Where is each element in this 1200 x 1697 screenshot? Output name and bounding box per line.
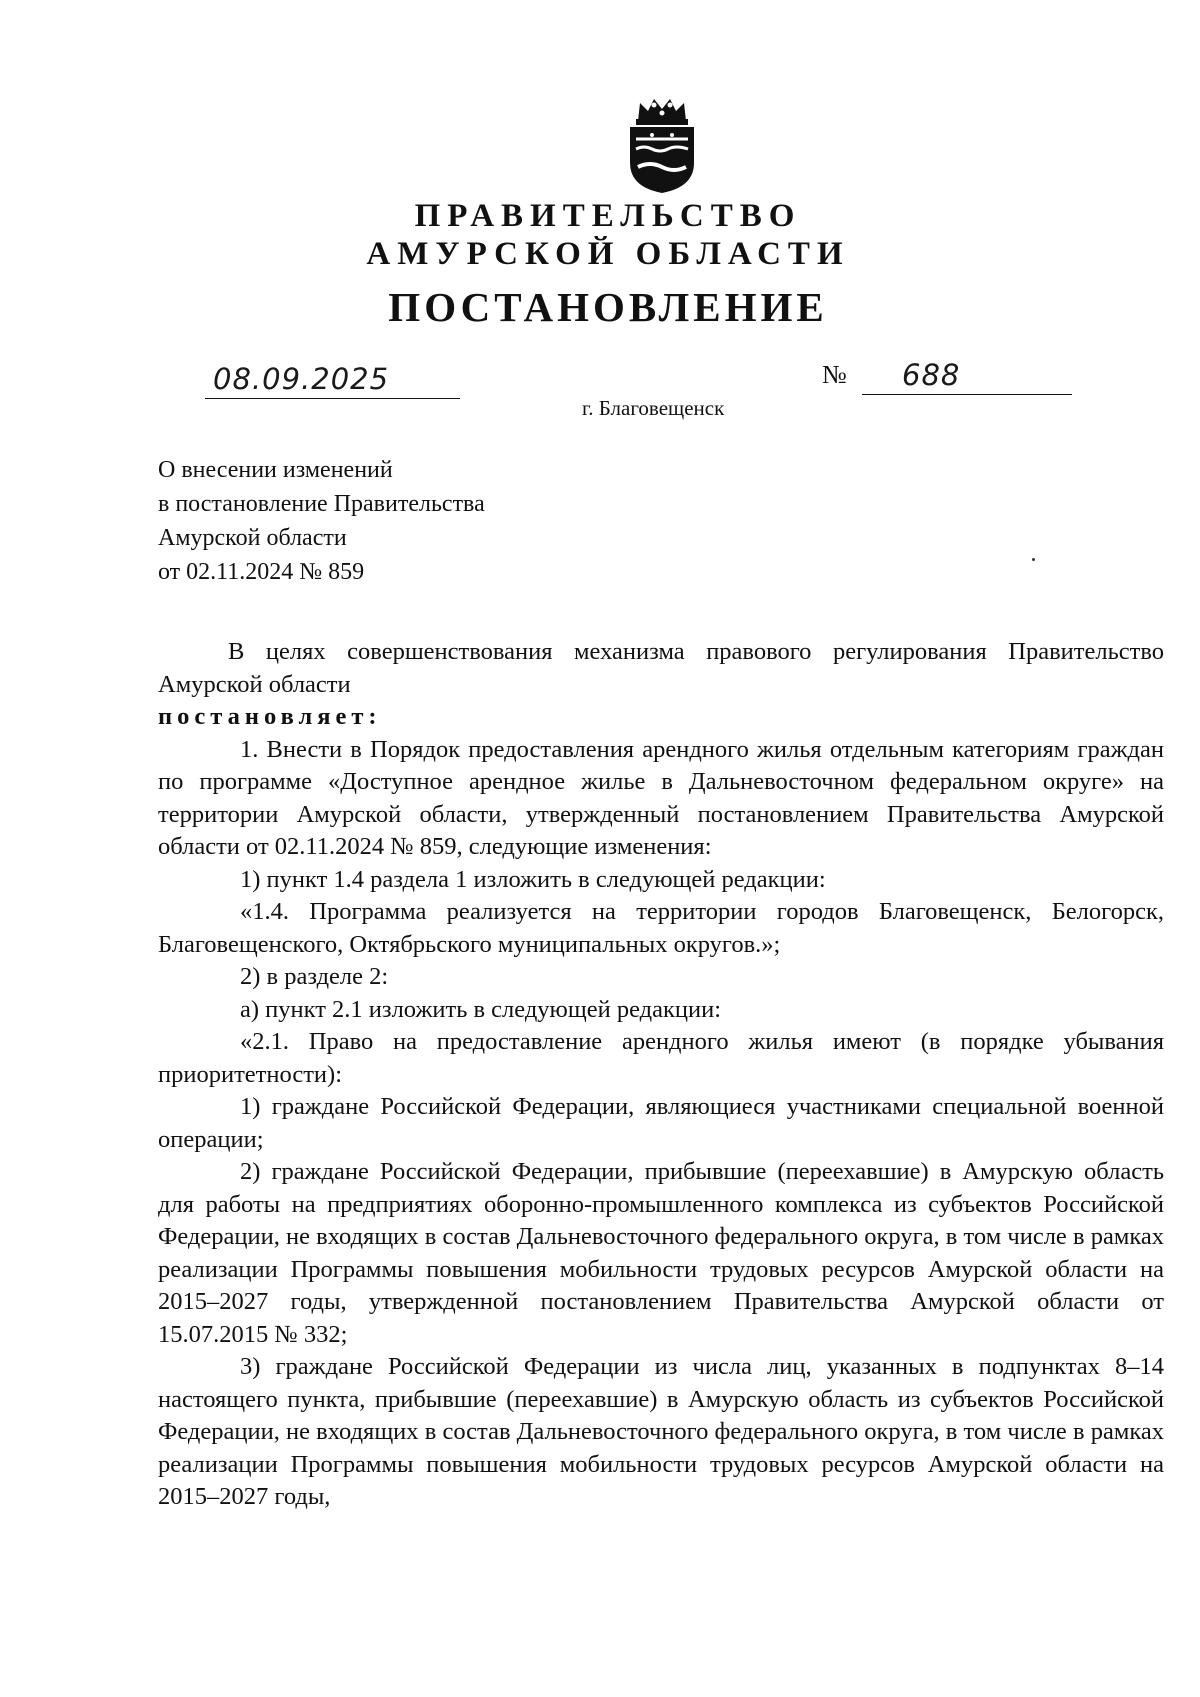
preamble-paragraph: В целях совершенствования механизма правового регулирования Правительство Амурской области [158, 638, 1164, 698]
region-title: АМУРСКОЙ ОБЛАСТИ [366, 236, 850, 272]
subject-line: Амурской области [158, 525, 347, 551]
body-paragraph: «1.4. Программа реализуется на территории городов Благовещенск, Белогорск, Благовещенского, Октябрьского муниципальных округов.»; [158, 898, 1164, 958]
body-paragraph: 1) граждане Российской Федерации, являющиеся участниками специальной военной операции; [158, 1093, 1164, 1153]
date-field [205, 362, 460, 399]
subject-line: от 02.11.2024 № 859 [158, 559, 365, 585]
government-title: ПРАВИТЕЛЬСТВО [414, 198, 802, 234]
body-paragraph: 3) граждане Российской Федерации из числа лиц, указанных в подпунктах 8–14 настоящего пункта, прибывшие (переехавшие) в Амурскую область из субъектов Российской Федерации, не входящих в состав Дальневосточного федерального округа, в том числе в рамках реализации Программы повышения мобильности трудовых ресурсов Амурской области на 2015–2027 годы, [158, 1353, 1164, 1510]
document-body [158, 636, 1164, 1514]
body-paragraph: а) пункт 2.1 изложить в следующей редакции: [240, 995, 722, 1023]
city-label: г. Благовещенск [582, 396, 725, 420]
subject-line: О внесении изменений [158, 457, 393, 483]
decrees-word: постановляет: [158, 703, 382, 730]
handwritten-date: 08.09.2025 [213, 362, 390, 396]
body-paragraph: 1. Внести в Порядок предоставления арендного жилья отдельным категориям граждан по программе «Доступное арендное жилье в Дальневосточном федеральном округе» на территории Амурской области, утвержденный постановлением Правительства Амурской области от 02.11.2024 № 859, следующие изменения: [158, 735, 1164, 860]
handwritten-number: 688 [902, 358, 961, 392]
body-paragraph: 1) пункт 1.4 раздела 1 изложить в следующей редакции: [240, 865, 826, 893]
body-paragraph: 2) граждане Российской Федерации, прибывшие (переехавшие) в Амурскую область для работы на предприятиях оборонно-промышленного комплекса из субъектов Российской Федерации, не входящих в состав Дальневосточного федерального округа, в том числе в рамках реализации Программы повышения мобильности трудовых ресурсов Амурской области на 2015–2027 годы, утвержденной постановлением Правительства Амурской области от 15.07.2015 № 332; [158, 1158, 1164, 1348]
body-paragraph: 2) в разделе 2: [240, 963, 389, 990]
subject-line: в постановление Правительства [158, 491, 485, 517]
coat-of-arms-icon [620, 95, 704, 195]
subject-block [158, 453, 485, 589]
number-field [862, 358, 1072, 395]
scan-dot [1032, 558, 1035, 561]
body-paragraph: «2.1. Право на предоставление арендного жилья имеют (в порядке убывания приоритетности): [158, 1028, 1164, 1088]
document-type-title: ПОСТАНОВЛЕНИЕ [388, 284, 828, 330]
number-sign: № [822, 360, 847, 389]
